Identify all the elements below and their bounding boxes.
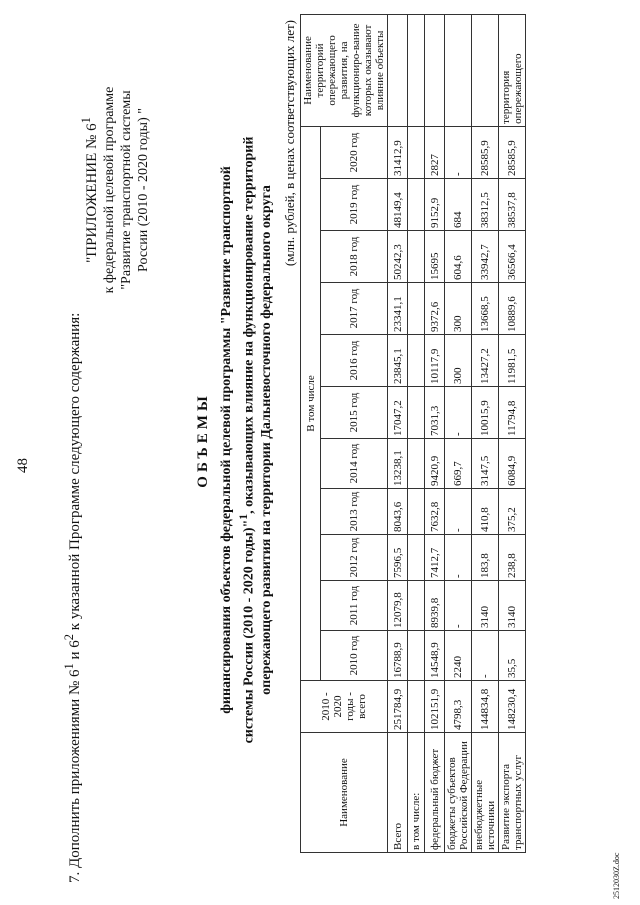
header-year: 2018 год — [321, 231, 388, 283]
year-value — [408, 335, 425, 387]
financing-table — [300, 14, 526, 853]
appendix-line-3: "Развитие транспортной системы — [119, 90, 134, 290]
year-value: 11981,5 — [499, 335, 526, 387]
table-row — [425, 14, 445, 852]
year-value — [408, 231, 425, 283]
year-value: - — [445, 489, 472, 535]
page-number: 48 — [15, 458, 31, 473]
year-value: 36566,4 — [499, 231, 526, 283]
year-value: - — [445, 126, 472, 178]
year-value: 684 — [445, 179, 472, 231]
row-name: в том числе: — [408, 733, 425, 853]
row-total: 4798,3 — [445, 681, 472, 733]
year-value — [408, 283, 425, 335]
header-year: 2019 год — [321, 179, 388, 231]
year-value: 23341,1 — [388, 283, 408, 335]
row-total: 251784,9 — [388, 681, 408, 733]
table-row — [388, 14, 408, 852]
year-value: - — [445, 535, 472, 581]
table-row — [445, 14, 472, 852]
header-total: 2010 - 2020 годы - всего — [301, 681, 388, 733]
header-year: 2014 год — [321, 439, 388, 489]
year-value: - — [445, 581, 472, 631]
row-name: Развитие экспорта транспортных услуг — [499, 733, 526, 853]
document-title: ОБЪЕМЫ — [195, 392, 211, 488]
appendix-line-4: России (2010 - 2020 годы) " — [136, 108, 151, 272]
year-value — [408, 439, 425, 489]
year-value — [408, 631, 425, 681]
year-value: 50242,3 — [388, 231, 408, 283]
row-territory: территория опережающего — [499, 14, 526, 126]
table-body — [388, 14, 526, 852]
header-territory: Наименование территорий опережающего развития, на функциониро-вание которых оказывают влияние объекты — [301, 14, 388, 126]
year-value — [408, 535, 425, 581]
year-value: 9420,9 — [425, 439, 445, 489]
row-name: бюджеты субъектов Российской Федерации — [445, 733, 472, 853]
year-value — [408, 489, 425, 535]
year-value: 3140 — [499, 581, 526, 631]
year-value: 6084,9 — [499, 439, 526, 489]
header-year: 2010 год — [321, 631, 388, 681]
header-year: 2017 год — [321, 283, 388, 335]
year-value: 23845,1 — [388, 335, 408, 387]
row-name: внебюджетные источники — [472, 733, 499, 853]
year-value: 410,8 — [472, 489, 499, 535]
year-value: 9372,6 — [425, 283, 445, 335]
year-value: 300 — [445, 283, 472, 335]
row-territory — [445, 14, 472, 126]
row-territory — [388, 14, 408, 126]
header-year: 2015 год — [321, 387, 388, 439]
year-value: 7632,8 — [425, 489, 445, 535]
header-in-total: В том числе — [301, 126, 321, 680]
year-value: 38312,5 — [472, 179, 499, 231]
year-value: 13668,5 — [472, 283, 499, 335]
year-value: 7412,7 — [425, 535, 445, 581]
year-value: 38537,8 — [499, 179, 526, 231]
year-value: 7031,3 — [425, 387, 445, 439]
year-value: 9152,9 — [425, 179, 445, 231]
year-value: 17047,2 — [388, 387, 408, 439]
header-year: 2011 год — [321, 581, 388, 631]
intro-sup-1: 1 — [62, 663, 76, 670]
intro-and: и 6 — [67, 640, 83, 664]
year-value: 13427,2 — [472, 335, 499, 387]
table-row — [408, 14, 425, 852]
year-value: 238,8 — [499, 535, 526, 581]
year-value: 183,8 — [472, 535, 499, 581]
document-subtitle — [218, 115, 275, 765]
year-value — [408, 581, 425, 631]
year-value: 10889,6 — [499, 283, 526, 335]
row-territory — [408, 14, 425, 126]
year-value: - — [445, 387, 472, 439]
year-value: 604,6 — [445, 231, 472, 283]
row-name: федеральный бюджет — [425, 733, 445, 853]
intro-line — [62, 313, 84, 883]
row-territory — [425, 14, 445, 126]
year-value: 669,7 — [445, 439, 472, 489]
intro-text: 7. Дополнить приложениями № 6 — [67, 669, 83, 883]
year-value: 2240 — [445, 631, 472, 681]
year-value: 11794,8 — [499, 387, 526, 439]
year-value: 10015,9 — [472, 387, 499, 439]
header-year: 2013 год — [321, 489, 388, 535]
year-value: 35,5 — [499, 631, 526, 681]
year-value: 7596,5 — [388, 535, 408, 581]
year-value: 2827 — [425, 126, 445, 178]
row-total — [408, 681, 425, 733]
subtitle-line-2: системы России (2010 - 2020 годы)"$^1$, оказывающих влияние на функционирование территорий — [237, 136, 257, 744]
year-value: 13238,1 — [388, 439, 408, 489]
year-value: 16788,9 — [388, 631, 408, 681]
year-value: 33942,7 — [472, 231, 499, 283]
year-value: - — [472, 631, 499, 681]
year-value: 48149,4 — [388, 179, 408, 231]
header-year: 2020 год — [321, 126, 388, 178]
table-row — [499, 14, 526, 852]
year-value: 8043,6 — [388, 489, 408, 535]
row-name: Всего — [388, 733, 408, 853]
row-total: 148230,4 — [499, 681, 526, 733]
year-value: 3147,5 — [472, 439, 499, 489]
year-value — [408, 387, 425, 439]
header-name: Наименование — [301, 733, 388, 853]
footer-filename: 2512030Z.doc — [612, 852, 621, 899]
year-value: 28585,9 — [499, 126, 526, 178]
year-value: 14548,9 — [425, 631, 445, 681]
year-value: 300 — [445, 335, 472, 387]
year-value — [408, 126, 425, 178]
year-value: 10117,9 — [425, 335, 445, 387]
year-value: 28585,9 — [472, 126, 499, 178]
intro-sup-2: 2 — [62, 633, 76, 641]
appendix-block — [78, 10, 152, 370]
subtitle-line-3: опережающего развития на территории Дальневосточного федерального округа — [258, 185, 274, 695]
year-value: 31412,9 — [388, 126, 408, 178]
table-row — [472, 14, 499, 852]
year-value: 3140 — [472, 581, 499, 631]
appendix-heading: "ПРИЛОЖЕНИЕ № $6^1$ — [79, 117, 100, 263]
row-total: 102151,9 — [425, 681, 445, 733]
year-value: 8939,8 — [425, 581, 445, 631]
header-year: 2012 год — [321, 535, 388, 581]
row-total: 144834,8 — [472, 681, 499, 733]
year-value — [408, 179, 425, 231]
intro-tail: к указанной Программе следующего содержания: — [67, 312, 83, 634]
year-value: 375,2 — [499, 489, 526, 535]
appendix-line-2: к федеральной целевой программе — [102, 86, 117, 294]
row-territory — [472, 14, 499, 126]
year-value: 15695 — [425, 231, 445, 283]
header-year: 2016 год — [321, 335, 388, 387]
units-note: (млн. рублей, в ценах соответствующих лет) — [282, 20, 297, 267]
year-value: 12079,8 — [388, 581, 408, 631]
subtitle-line-1: финансирования объектов федеральной целевой программы "Развитие транспортной — [219, 166, 234, 714]
